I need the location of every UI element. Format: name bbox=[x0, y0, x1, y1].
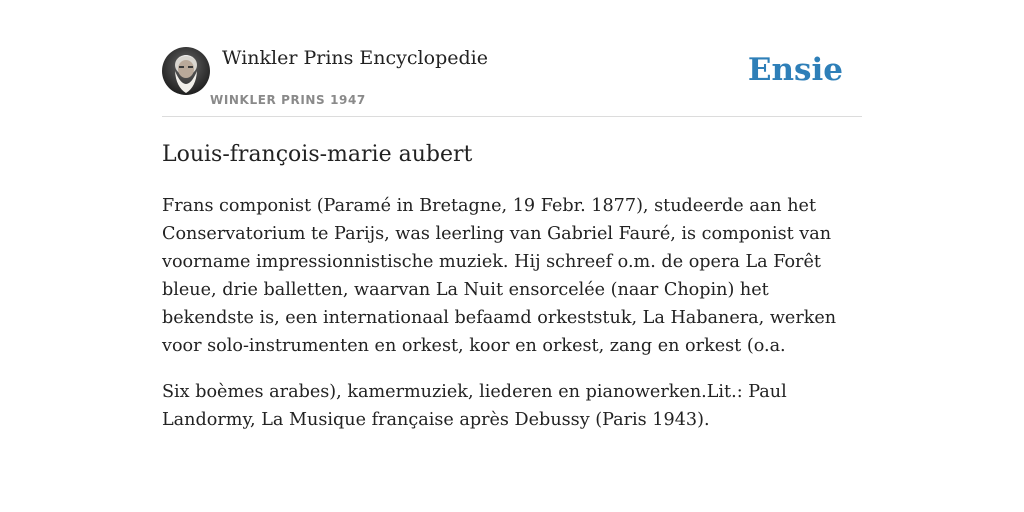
avatar[interactable] bbox=[162, 47, 210, 95]
article-body bbox=[162, 192, 862, 452]
source-subtitle: WINKLER PRINS 1947 bbox=[210, 93, 366, 107]
bearded-man-portrait-icon bbox=[162, 47, 210, 95]
brand-logo[interactable]: Ensie bbox=[747, 52, 843, 88]
source-header bbox=[162, 46, 862, 117]
article-title: Louis-françois-marie aubert bbox=[162, 142, 473, 167]
article-paragraph: Frans componist (Paramé in Bretagne, 19 Febr. 1877), studeerde aan het Conservatorium te Parijs, was leerling van Gabriel Fauré, is componist van voorname impressionnistische muziek. Hij schreef o.m. de opera La Forêt bleue, drie balletten, waarvan La Nuit ensorcelée (naar Chopin) het bekendste is, een internationaal befaamd orkeststuk, La Habanera, werken voor solo-instrumenten en orkest, koor en orkest, zang en orkest (o.a. bbox=[162, 196, 837, 356]
article-paragraph: Six boèmes arabes), kamermuziek, liederen en pianowerken.Lit.: Paul Landormy, La Musique française après Debussy (Paris 1943). bbox=[162, 382, 787, 430]
source-title[interactable]: Winkler Prins Encyclopedie bbox=[222, 47, 488, 69]
